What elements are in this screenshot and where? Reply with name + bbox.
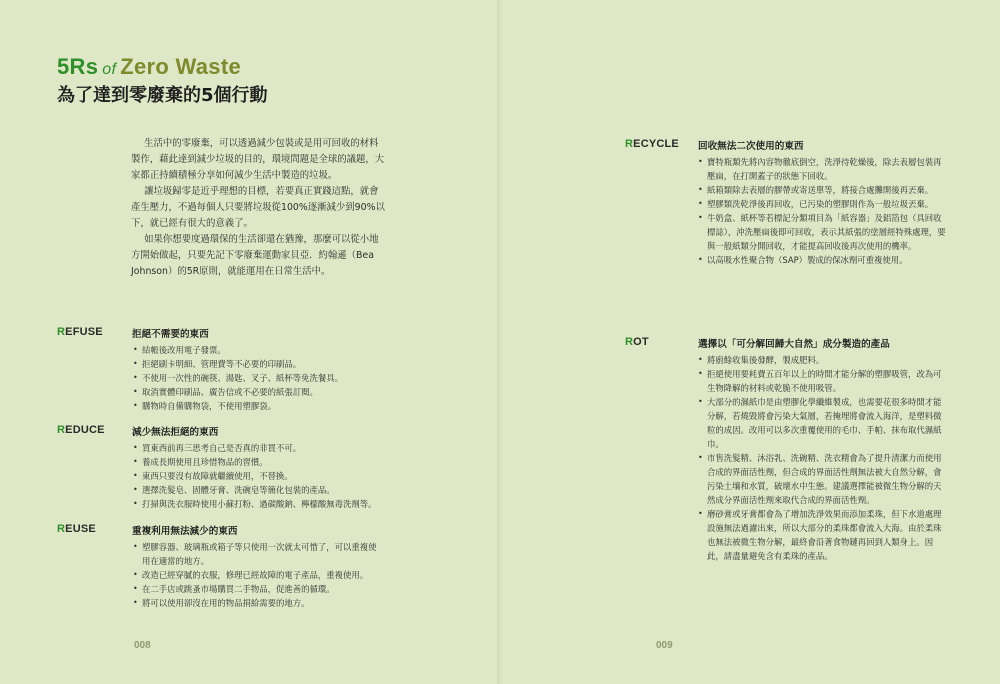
- intro-text: [131, 136, 386, 280]
- list-item: • 拒絕刷卡明細、管理費等不必要的印刷品。: [133, 357, 393, 371]
- intro-paragraph: 讓垃圾歸零是近乎理想的目標，若要真正實踐這點，就會產生壓力，不過每個人只要將垃圾從100%逐漸減少到90%以下，就已經有很大的意義了。: [131, 186, 385, 229]
- section-heading: 減少無法拒絕的東西: [132, 427, 219, 438]
- section-label: RECYCLE: [625, 138, 679, 150]
- page-number-left: 008: [134, 640, 151, 651]
- list-item: • 購物時自備購物袋，不使用塑膠袋。: [133, 399, 393, 413]
- list-item: • 紙箱類除去表層的膠帶或寄送單等，將接合處攤開後再丟棄。: [698, 183, 946, 197]
- title-english: [57, 54, 241, 80]
- section-heading: 回收無法二次使用的東西: [698, 141, 804, 152]
- section-label: ROT: [625, 336, 649, 348]
- title-5rs: 5Rs: [57, 54, 99, 79]
- title-zero-waste: Zero Waste: [120, 54, 241, 79]
- intro-paragraph: 如果你想要度過環保的生活卻還在猶豫，那麼可以從小地方開始做起，只要先記下零廢棄運動家貝亞．約翰遜（Bea Johnson）的5R原則，就能運用在日常生活中。: [131, 234, 379, 277]
- list-item: • 將廚餘收集後發酵，製成肥料。: [698, 353, 946, 367]
- list-item: • 磨砂膏或牙膏都會為了增加洗淨效果而添加柔珠，但下水道處理設施無法過濾出來，所以大部分的柔珠都會流入大海。由於柔珠也無法被微生物分解，最終會沿著食物鏈再回到人類身上。因此，請盡量避免含有柔珠的產品。: [698, 507, 946, 563]
- list-item: • 塑膠類洗乾淨後再回收，已污染的塑膠則作為一般垃圾丟棄。: [698, 197, 946, 211]
- section-label: REUSE: [57, 523, 96, 535]
- list-item: • 買東西前再三思考自己是否真的非買不可。: [133, 441, 433, 455]
- list-item: • 養成長期使用且珍惜物品的習慣。: [133, 455, 433, 469]
- intro-paragraph: 生活中的零廢棄，可以透過減少包裝或是用可回收的材料製作，藉此達到減少垃圾的目的，環境問題是全球的議題，大家都正持續積極分享如何減少生活中製造的垃圾。: [131, 138, 385, 181]
- title-chinese: 為了達到零廢棄的5個行動: [57, 85, 268, 106]
- list-item: • 塑膠容器、玻璃瓶或箱子等只使用一次就太可惜了，可以重複使用在適當的地方。: [133, 540, 383, 568]
- section-label: REFUSE: [57, 326, 103, 338]
- list-item: • 東西只要沒有故障就繼續使用，不替換。: [133, 469, 433, 483]
- section-heading: 拒絕不需要的東西: [132, 329, 209, 340]
- list-item: • 將可以使用卻沒在用的物品捐給需要的地方。: [133, 596, 383, 610]
- page-number-right: 009: [656, 640, 673, 651]
- item-list: [698, 353, 946, 563]
- list-item: • 拒絕使用要耗費五百年以上的時間才能分解的塑膠吸管，改為可生物降解的材料或乾脆不使用吸管。: [698, 367, 946, 395]
- list-item: • 牛奶盒、紙杯等若標記分類項目為「紙容器」及鋁箔包（具回收標誌），沖洗壓扁後即可回收，表示其紙張的塗層經特殊處理，要與一般紙類分開回收，才能提高回收後再次使用的機率。: [698, 211, 946, 253]
- list-item: • 大部分的濕紙巾是由塑膠化學纖維製成，也需要花很多時間才能分解，若燒毀將會污染大氣層，若掩埋將會流入海洋，是塑料微粒的成因。改用可以多次重覆使用的毛巾、手帕、抹布取代濕紙巾。: [698, 395, 946, 451]
- item-list: [698, 155, 946, 267]
- section-heading: 選擇以「可分解回歸大自然」成分製造的產品: [698, 339, 890, 350]
- list-item: • 不使用一次性的碗筷、湯匙、叉子、紙杯等免洗餐具。: [133, 371, 393, 385]
- list-item: • 選擇洗髮皂、固體牙膏、洗碗皂等簡化包裝的產品。: [133, 483, 433, 497]
- list-item: • 以高吸水性聚合物（SAP）製成的保冰劑可重複使用。: [698, 253, 946, 267]
- section-heading: 重複利用無法減少的東西: [132, 526, 238, 537]
- list-item: • 市售洗髮精、沐浴乳、洗碗精、洗衣精會為了提升清潔力而使用合成的界面活性劑，但合成的界面活性劑無法被大自然分解，會污染土壤和水質，破壞水中生態。建議選擇能被微生物分解的天然成分界面活性劑來取代合成的界面活性劑。: [698, 451, 946, 507]
- list-item: • 取消實體印刷品、廣告信或不必要的紙張訂閱。: [133, 385, 393, 399]
- item-list: [133, 441, 433, 511]
- list-item: • 改造已經穿膩的衣服，修理已經故障的電子產品，重複使用。: [133, 568, 383, 582]
- list-item: • 打掃與洗衣服時使用小蘇打粉、過碳酸鈉、檸檬酸無毒洗劑等。: [133, 497, 433, 511]
- list-item: • 寶特瓶類先將內容物徹底倒空，洗淨待乾燥後，除去表層包裝再壓扁，在打開蓋子的狀態下回收。: [698, 155, 946, 183]
- list-item: • 結帳後改用電子發票。: [133, 343, 393, 357]
- item-list: [133, 540, 383, 610]
- item-list: [133, 343, 393, 413]
- title-of: of: [102, 61, 117, 78]
- section-label: REDUCE: [57, 424, 105, 436]
- book-gutter: [497, 0, 503, 684]
- list-item: • 在二手店或跳蚤市場購買二手物品，促進善的循環。: [133, 582, 383, 596]
